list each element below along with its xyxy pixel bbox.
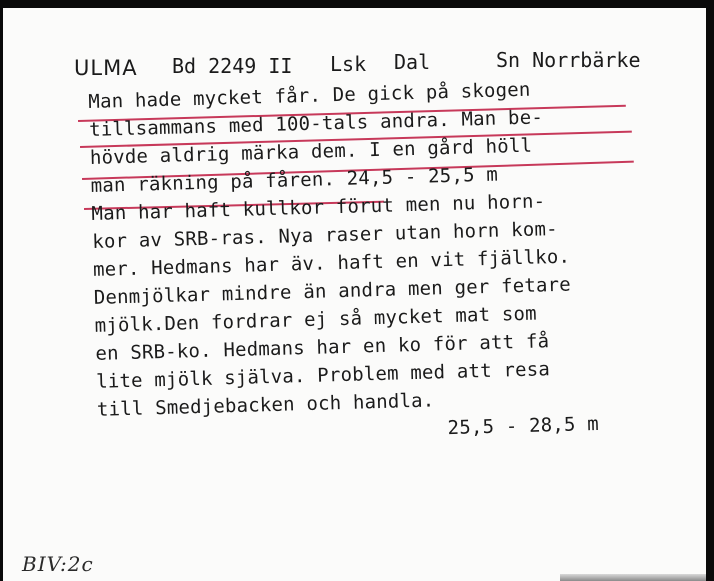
archive-label: ULMA [74,56,138,80]
scan-border-top [0,0,714,8]
scan-border-right [706,0,714,581]
text-line: kor av SRB-ras. Nya raser utan horn kom- [91,217,558,253]
text-line: en SRB-ko. Hedmans har en ko för att få [95,330,550,365]
measurement: 25,5 - 28,5 m [447,412,600,440]
card-shadow [560,574,706,581]
province-name: Dal [394,50,431,74]
text-line: lite mjölk själva. Problem med att resa [95,358,551,393]
text-line: Man har haft kullkor förut men nu horn- [91,190,546,225]
province-label: Lsk [330,52,367,76]
text-line: mjölk.Den fordrar ej så mycket mat som [94,302,538,337]
text-line: man räkning på fåren. 24,5 - 25,5 m [90,163,499,197]
text-line: hövde aldrig märka dem. I en gård höll [89,134,533,169]
volume-reference: Bd 2249 II [172,54,293,78]
text-line: mer. Hedmans har äv. haft en vit fjällko. [92,245,571,281]
text-line: Man hade mycket får. De gick på skogen [88,78,531,113]
text-line: tillsammans med 100-tals andra. Man be- [88,106,544,141]
text-line: Denmjölkar mindre än andra men ger fetare [93,273,572,309]
text-line: till Smedjebacken och handla. [96,389,435,421]
parish-name: Sn Norrbärke [496,48,641,72]
archive-signum: BIV:2c [22,552,94,576]
card-body-text [88,72,688,452]
